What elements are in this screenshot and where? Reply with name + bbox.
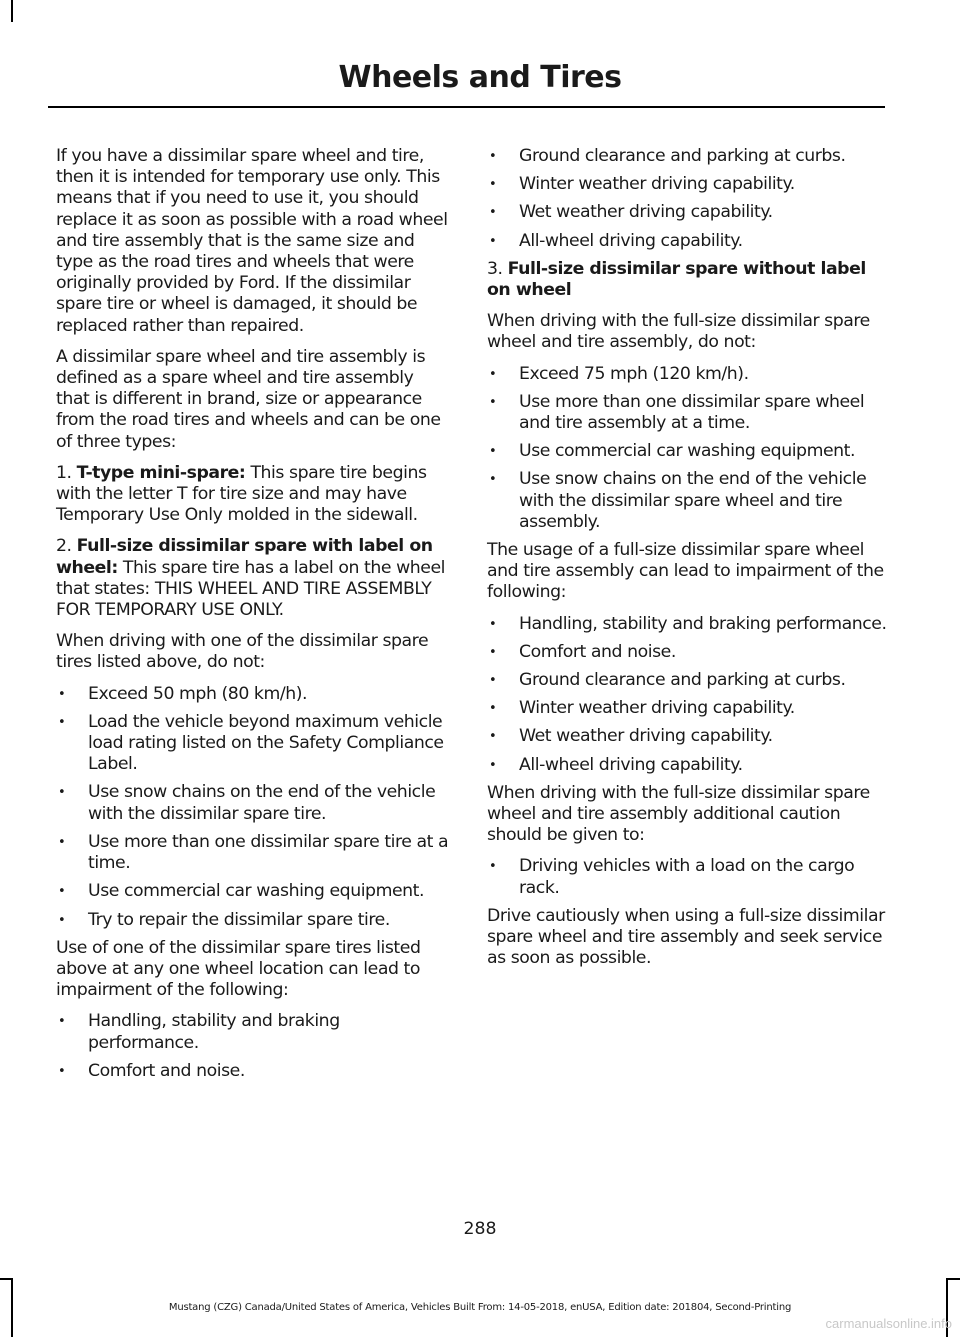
list-item: • Winter weather driving capability. (487, 174, 887, 195)
list-item: • All-wheel driving capability. (487, 231, 887, 252)
intro-paragraph: If you have a dissimilar spare wheel and tire, then it is intended for temporary use only. This means that if you need to use it, you should replace it as soon as possible with a road wheel and tire assembly that is the same size and type as the road tires and wheels that were originally provided by Ford. If the dissimilar spare tire or wheel is damaged, it should be replaced rather than repaired. (56, 146, 448, 336)
definition-paragraph: A dissimilar spare wheel and tire assembly is defined as a spare wheel and tire assembly that is different in brand, size or appearance from the road tires and wheels and can be one of three types: (56, 346, 441, 452)
list-item: • Use more than one dissimilar spare wheel and tire assembly at a time. (487, 392, 887, 434)
type-1-text: This spare tire begins with the letter T for tire size and may have Temporary Use Only molded in the sidewall. (56, 462, 427, 526)
crop-mark-bottom-left-h (0, 1278, 12, 1280)
usage-intro: The usage of a full-size dissimilar spare wheel and tire assembly can lead to impairment of the following: (487, 540, 884, 603)
list-item: • Use commercial car washing equipment. (56, 881, 450, 902)
crop-mark-bottom-right-h (946, 1278, 960, 1280)
crop-mark-top-left (11, 0, 13, 22)
list-item: • Ground clearance and parking at curbs. (487, 670, 887, 691)
list-item: • Try to repair the dissimilar spare tire. (56, 910, 450, 931)
watermark: carmanualsonline.info (825, 1316, 952, 1331)
right-column (487, 146, 887, 980)
donot-list (56, 684, 450, 931)
caution-intro: When driving with the full-size dissimilar spare wheel and tire assembly additional caution should be given to: (487, 782, 870, 846)
caution-list (487, 856, 887, 898)
type-2-label: Full-size dissimilar spare with label on wheel: (56, 536, 433, 578)
list-item: • Comfort and noise. (487, 642, 887, 663)
closing-paragraph: Drive cautiously when using a full-size dissimilar spare wheel and tire assembly and seek service as soon as possible. (487, 905, 885, 969)
continued-list (487, 146, 887, 252)
list-item: • All-wheel driving capability. (487, 755, 887, 776)
type-3-heading (487, 259, 887, 301)
list-item: • Winter weather driving capability. (487, 698, 887, 719)
type-2-text: This spare tire has a label on the wheel that states: THIS WHEEL AND TIRE ASSEMBLY FOR TEMPORARY USE ONLY. (56, 557, 445, 621)
type-2-paragraph (56, 536, 450, 621)
usage-list (487, 614, 887, 776)
header-divider (48, 106, 885, 108)
type-1-number: 1. (56, 462, 72, 483)
list-item: • Handling, stability and braking performance. (487, 614, 887, 635)
page-number: 288 (463, 1219, 497, 1239)
donot-intro: When driving with one of the dissimilar spare tires listed above, do not: (56, 631, 429, 673)
full-size-donot-list (487, 364, 887, 533)
list-item: • Handling, stability and braking performance. (56, 1011, 450, 1053)
list-item: • Use snow chains on the end of the vehicle with the dissimilar spare tire. (56, 782, 450, 824)
page-title: Wheels and Tires (338, 60, 622, 95)
type-2-number: 2. (56, 536, 72, 557)
type-1-paragraph (56, 463, 450, 527)
list-item: • Use commercial car washing equipment. (487, 441, 887, 462)
list-item: • Wet weather driving capability. (487, 202, 887, 223)
type-1-label: T-type mini-spare: (76, 462, 246, 483)
list-item: • Comfort and noise. (56, 1061, 450, 1082)
list-item: • Ground clearance and parking at curbs. (487, 146, 887, 167)
type-3-label: Full-size dissimilar spare without label on wheel (487, 258, 866, 301)
footer-text: Mustang (CZG) Canada/United States of America, Vehicles Built From: 14-05-2018, enUSA, Edition date: 201804, Second-Printing (168, 1302, 792, 1313)
type-3-number: 3. (487, 258, 503, 279)
list-item: • Exceed 50 mph (80 km/h). (56, 684, 450, 705)
list-item: • Exceed 75 mph (120 km/h). (487, 364, 887, 385)
left-column (56, 146, 450, 1089)
list-item: • Use more than one dissimilar spare tire at a time. (56, 832, 450, 874)
list-item: • Wet weather driving capability. (487, 726, 887, 747)
impairment-intro: Use of one of the dissimilar spare tires listed above at any one wheel location can lead to impairment of the following: (56, 937, 421, 1001)
list-item: • Load the vehicle beyond maximum vehicle load rating listed on the Safety Compliance Label. (56, 712, 450, 776)
list-item: • Driving vehicles with a load on the cargo rack. (487, 856, 887, 898)
list-item: • Use snow chains on the end of the vehicle with the dissimilar spare wheel and tire assembly. (487, 469, 887, 533)
full-size-donot-intro: When driving with the full-size dissimilar spare wheel and tire assembly, do not: (487, 311, 870, 353)
impairment-list (56, 1011, 450, 1082)
